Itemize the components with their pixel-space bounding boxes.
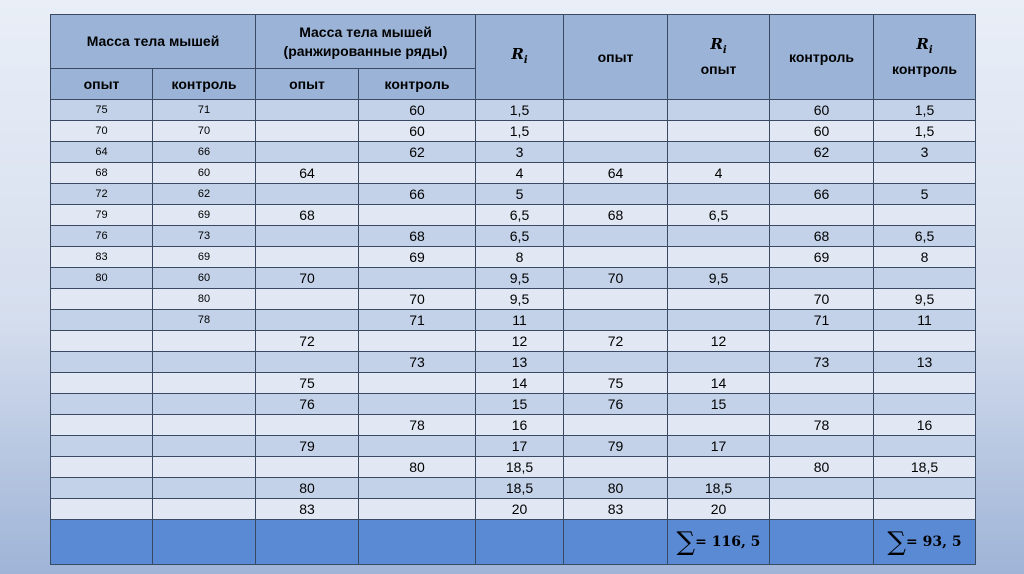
cell-rank-opyt	[668, 142, 770, 163]
cell-mass-opyt: 80	[51, 268, 153, 289]
table-row	[51, 310, 976, 331]
cell-kontrol	[770, 163, 874, 184]
cell-rank-kontrol	[874, 436, 976, 457]
ri-opyt-header: $R_i$ опыт	[668, 15, 770, 100]
cell-mass-kontrol: 60	[153, 163, 256, 184]
cell-rank: 9,5	[476, 289, 564, 310]
cell-opyt: 64	[564, 163, 668, 184]
cell-opyt	[564, 310, 668, 331]
table-row	[51, 352, 976, 373]
cell-kontrol	[770, 394, 874, 415]
cell-opyt	[564, 142, 668, 163]
cell-ranked-opyt	[256, 226, 359, 247]
table-row	[51, 142, 976, 163]
cell-rank: 16	[476, 415, 564, 436]
cell-rank-kontrol	[874, 268, 976, 289]
cell-ranked-kontrol	[359, 436, 476, 457]
cell-opyt: 80	[564, 478, 668, 499]
cell-rank-kontrol: 6,5	[874, 226, 976, 247]
cell-rank: 18,5	[476, 478, 564, 499]
cell-mass-opyt: 79	[51, 205, 153, 226]
table-row	[51, 247, 976, 268]
cell-rank-kontrol: 1,5	[874, 100, 976, 121]
cell-ranked-opyt: 72	[256, 331, 359, 352]
cell-kontrol: 69	[770, 247, 874, 268]
cell-rank: 17	[476, 436, 564, 457]
cell-rank-opyt: 18,5	[668, 478, 770, 499]
cell-rank: 12	[476, 331, 564, 352]
subheader-kontrol: контроль	[153, 69, 256, 100]
table-body	[51, 100, 976, 520]
cell-opyt: 72	[564, 331, 668, 352]
cell-mass-opyt	[51, 289, 153, 310]
table-row	[51, 121, 976, 142]
cell-ranked-opyt	[256, 247, 359, 268]
cell-rank-kontrol: 3	[874, 142, 976, 163]
cell-rank: 1,5	[476, 121, 564, 142]
cell-ranked-opyt: 76	[256, 394, 359, 415]
cell-rank: 18,5	[476, 457, 564, 478]
cell-ranked-kontrol: 62	[359, 142, 476, 163]
cell-mass-opyt	[51, 352, 153, 373]
cell-ranked-kontrol: 73	[359, 352, 476, 373]
cell-rank-opyt	[668, 457, 770, 478]
table-row	[51, 205, 976, 226]
cell-mass-opyt	[51, 415, 153, 436]
ri-header: $R_i$	[476, 15, 564, 100]
cell-mass-kontrol: 62	[153, 184, 256, 205]
cell-rank-opyt	[668, 100, 770, 121]
cell-mass-kontrol: 69	[153, 205, 256, 226]
rank-sum-table	[50, 14, 976, 565]
cell-opyt: 79	[564, 436, 668, 457]
cell-rank-opyt: 20	[668, 499, 770, 520]
cell-rank-kontrol	[874, 205, 976, 226]
cell-mass-kontrol	[153, 457, 256, 478]
opyt-header: опыт	[564, 15, 668, 100]
cell-rank-opyt: 14	[668, 373, 770, 394]
cell-ranked-opyt: 70	[256, 268, 359, 289]
cell-mass-opyt: 64	[51, 142, 153, 163]
cell-rank-kontrol	[874, 394, 976, 415]
subheader-ranked-opyt: опыт	[256, 69, 359, 100]
cell-opyt	[564, 457, 668, 478]
sum-opyt: ∑= 116, 5	[668, 520, 770, 565]
cell-mass-kontrol	[153, 436, 256, 457]
table-row	[51, 373, 976, 394]
cell-rank-opyt	[668, 415, 770, 436]
cell-rank-opyt	[668, 247, 770, 268]
cell-ranked-opyt	[256, 184, 359, 205]
table-row	[51, 415, 976, 436]
cell-ranked-kontrol: 78	[359, 415, 476, 436]
cell-ranked-kontrol	[359, 373, 476, 394]
cell-mass-opyt: 70	[51, 121, 153, 142]
cell-mass-kontrol	[153, 331, 256, 352]
cell-kontrol: 73	[770, 352, 874, 373]
table-row	[51, 163, 976, 184]
cell-opyt	[564, 226, 668, 247]
cell-kontrol: 68	[770, 226, 874, 247]
cell-mass-kontrol: 66	[153, 142, 256, 163]
cell-mass-kontrol: 60	[153, 268, 256, 289]
ri-kontrol-header: $R_i$ контроль	[874, 15, 976, 100]
cell-mass-opyt: 72	[51, 184, 153, 205]
cell-ranked-kontrol: 71	[359, 310, 476, 331]
table-row	[51, 184, 976, 205]
cell-ranked-kontrol	[359, 478, 476, 499]
table-row	[51, 226, 976, 247]
cell-mass-opyt	[51, 373, 153, 394]
cell-ranked-opyt: 68	[256, 205, 359, 226]
cell-mass-kontrol: 71	[153, 100, 256, 121]
table-row	[51, 394, 976, 415]
cell-mass-kontrol	[153, 499, 256, 520]
sum-cell-empty	[359, 520, 476, 565]
cell-rank-kontrol	[874, 499, 976, 520]
cell-mass-kontrol	[153, 394, 256, 415]
cell-opyt: 83	[564, 499, 668, 520]
cell-rank-kontrol: 9,5	[874, 289, 976, 310]
cell-ranked-opyt: 83	[256, 499, 359, 520]
cell-rank-opyt: 12	[668, 331, 770, 352]
cell-mass-opyt	[51, 478, 153, 499]
cell-mass-opyt: 83	[51, 247, 153, 268]
table-row	[51, 478, 976, 499]
table-row	[51, 331, 976, 352]
cell-rank: 1,5	[476, 100, 564, 121]
cell-mass-kontrol	[153, 415, 256, 436]
sum-cell-empty	[256, 520, 359, 565]
cell-ranked-opyt: 64	[256, 163, 359, 184]
cell-rank-kontrol	[874, 373, 976, 394]
cell-ranked-opyt	[256, 100, 359, 121]
cell-ranked-opyt	[256, 121, 359, 142]
subheader-ranked-kontrol: контроль	[359, 69, 476, 100]
cell-mass-kontrol	[153, 352, 256, 373]
cell-kontrol: 78	[770, 415, 874, 436]
cell-ranked-opyt: 80	[256, 478, 359, 499]
cell-ranked-kontrol	[359, 499, 476, 520]
cell-mass-kontrol: 73	[153, 226, 256, 247]
cell-kontrol	[770, 205, 874, 226]
cell-rank-kontrol: 8	[874, 247, 976, 268]
cell-ranked-opyt	[256, 310, 359, 331]
cell-rank-opyt	[668, 121, 770, 142]
cell-kontrol	[770, 331, 874, 352]
cell-mass-kontrol: 78	[153, 310, 256, 331]
cell-mass-opyt: 75	[51, 100, 153, 121]
cell-rank-kontrol	[874, 331, 976, 352]
cell-opyt	[564, 352, 668, 373]
cell-rank-kontrol	[874, 163, 976, 184]
cell-ranked-opyt	[256, 457, 359, 478]
table-row	[51, 289, 976, 310]
cell-mass-opyt	[51, 394, 153, 415]
cell-opyt	[564, 289, 668, 310]
cell-mass-opyt	[51, 436, 153, 457]
cell-rank-opyt: 4	[668, 163, 770, 184]
cell-kontrol: 70	[770, 289, 874, 310]
cell-opyt: 68	[564, 205, 668, 226]
cell-kontrol: 62	[770, 142, 874, 163]
cell-opyt	[564, 121, 668, 142]
cell-ranked-kontrol	[359, 394, 476, 415]
cell-rank: 3	[476, 142, 564, 163]
kontrol-header: контроль	[770, 15, 874, 100]
cell-rank-kontrol: 1,5	[874, 121, 976, 142]
cell-kontrol	[770, 499, 874, 520]
subheader-opyt: опыт	[51, 69, 153, 100]
sum-cell-empty	[564, 520, 668, 565]
cell-mass-kontrol: 70	[153, 121, 256, 142]
sum-cell-empty	[770, 520, 874, 565]
cell-mass-opyt: 76	[51, 226, 153, 247]
cell-ranked-kontrol: 60	[359, 121, 476, 142]
cell-opyt	[564, 247, 668, 268]
cell-rank: 11	[476, 310, 564, 331]
cell-rank-kontrol: 16	[874, 415, 976, 436]
cell-mass-opyt	[51, 457, 153, 478]
table-row	[51, 100, 976, 121]
cell-ranked-kontrol: 80	[359, 457, 476, 478]
cell-ranked-kontrol: 69	[359, 247, 476, 268]
cell-mass-opyt	[51, 499, 153, 520]
cell-ranked-kontrol: 68	[359, 226, 476, 247]
cell-rank: 15	[476, 394, 564, 415]
cell-rank: 20	[476, 499, 564, 520]
cell-ranked-kontrol	[359, 205, 476, 226]
cell-rank-kontrol	[874, 478, 976, 499]
cell-rank: 9,5	[476, 268, 564, 289]
cell-mass-kontrol	[153, 478, 256, 499]
cell-rank-kontrol: 18,5	[874, 457, 976, 478]
ranked-header: Масса тела мышей (ранжированные ряды)	[256, 15, 476, 69]
table-row	[51, 499, 976, 520]
cell-ranked-kontrol: 70	[359, 289, 476, 310]
cell-rank-opyt	[668, 352, 770, 373]
cell-opyt	[564, 184, 668, 205]
cell-mass-kontrol: 80	[153, 289, 256, 310]
cell-rank: 13	[476, 352, 564, 373]
cell-ranked-opyt	[256, 352, 359, 373]
cell-ranked-kontrol	[359, 268, 476, 289]
cell-rank-opyt: 17	[668, 436, 770, 457]
cell-kontrol: 60	[770, 121, 874, 142]
cell-mass-opyt	[51, 310, 153, 331]
cell-rank: 8	[476, 247, 564, 268]
cell-ranked-kontrol: 60	[359, 100, 476, 121]
cell-rank-kontrol: 13	[874, 352, 976, 373]
cell-ranked-kontrol	[359, 331, 476, 352]
table-row	[51, 436, 976, 457]
sum-cell-empty	[153, 520, 256, 565]
sum-cell-empty	[476, 520, 564, 565]
cell-ranked-opyt	[256, 289, 359, 310]
cell-rank: 4	[476, 163, 564, 184]
cell-kontrol	[770, 373, 874, 394]
cell-ranked-opyt	[256, 415, 359, 436]
cell-mass-opyt	[51, 331, 153, 352]
cell-opyt: 76	[564, 394, 668, 415]
sigma-icon: ∑	[676, 527, 696, 557]
cell-rank-opyt	[668, 184, 770, 205]
sum-kontrol: ∑= 93, 5	[874, 520, 976, 565]
cell-opyt: 70	[564, 268, 668, 289]
cell-ranked-opyt	[256, 142, 359, 163]
cell-rank: 6,5	[476, 205, 564, 226]
cell-kontrol: 60	[770, 100, 874, 121]
cell-rank: 5	[476, 184, 564, 205]
cell-mass-kontrol: 69	[153, 247, 256, 268]
cell-opyt	[564, 100, 668, 121]
cell-rank-opyt	[668, 310, 770, 331]
cell-rank-opyt: 6,5	[668, 205, 770, 226]
cell-rank-opyt: 9,5	[668, 268, 770, 289]
cell-ranked-opyt: 79	[256, 436, 359, 457]
cell-kontrol: 80	[770, 457, 874, 478]
cell-kontrol: 71	[770, 310, 874, 331]
cell-kontrol	[770, 268, 874, 289]
sigma-icon: ∑	[887, 527, 906, 557]
cell-kontrol: 66	[770, 184, 874, 205]
cell-rank-opyt: 15	[668, 394, 770, 415]
cell-kontrol	[770, 436, 874, 457]
cell-mass-opyt: 68	[51, 163, 153, 184]
table-row	[51, 457, 976, 478]
cell-rank-kontrol: 5	[874, 184, 976, 205]
cell-rank: 6,5	[476, 226, 564, 247]
cell-opyt: 75	[564, 373, 668, 394]
cell-rank: 14	[476, 373, 564, 394]
cell-rank-opyt	[668, 289, 770, 310]
cell-ranked-kontrol	[359, 163, 476, 184]
table-row	[51, 268, 976, 289]
cell-rank-kontrol: 11	[874, 310, 976, 331]
cell-ranked-opyt: 75	[256, 373, 359, 394]
cell-opyt	[564, 415, 668, 436]
cell-mass-kontrol	[153, 373, 256, 394]
mass-header: Масса тела мышей	[51, 15, 256, 69]
sum-cell-empty	[51, 520, 153, 565]
cell-kontrol	[770, 478, 874, 499]
cell-ranked-kontrol: 66	[359, 184, 476, 205]
cell-rank-opyt	[668, 226, 770, 247]
